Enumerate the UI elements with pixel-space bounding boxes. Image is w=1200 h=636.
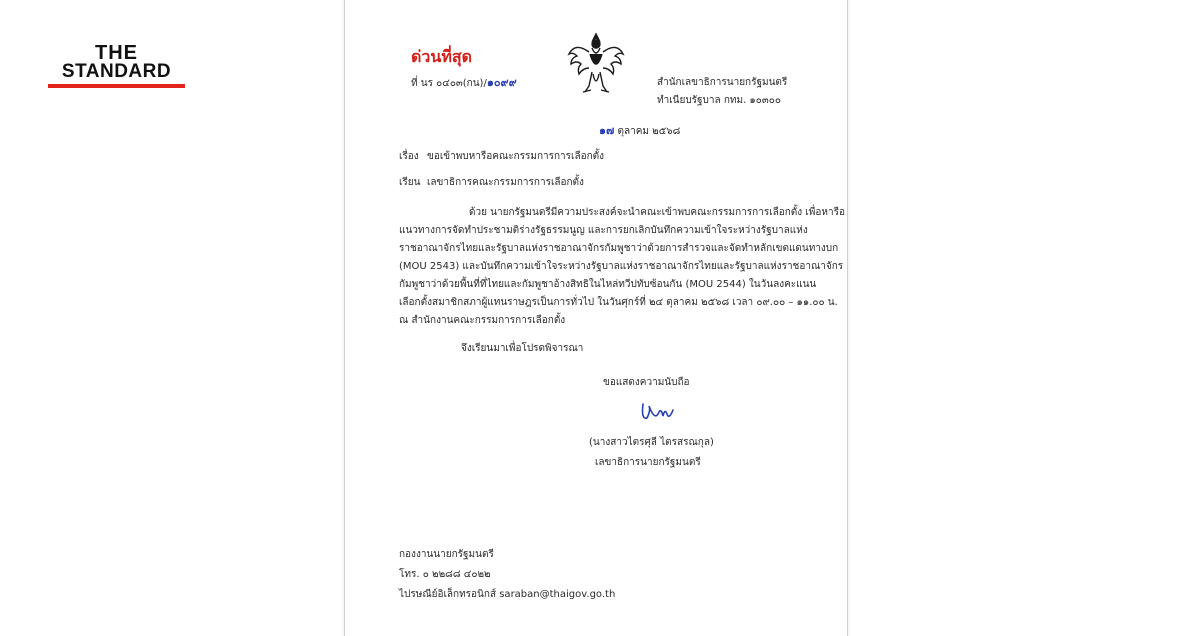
logo-line-2: STANDARD [61, 61, 172, 82]
body-line-2: แนวทางการจัดทำประชามติร่างรัฐธรรมนูญ และการยกเลิกบันทึกความเข้าใจระหว่างรัฐบาลแห่ง [399, 225, 808, 236]
body-line-3: ราชอาณาจักรไทยและรัฐบาลแห่งราชอาณาจักรกัมพูชาว่าด้วยการสำรวจและจัดทำหลักเขตแดนทางบก [399, 243, 839, 254]
letter-document [344, 0, 848, 636]
reference-prefix: ที่ นร ๐๔๐๓(กน)/ [411, 78, 487, 89]
the-standard-logo [48, 44, 185, 88]
handwritten-signature [637, 398, 677, 428]
letter-date [599, 124, 680, 139]
logo-red-bar [48, 84, 185, 88]
recipient-label: เรียน [399, 177, 421, 188]
signer-title: เลขาธิการนายกรัฐมนตรี [595, 457, 701, 468]
recipient-text: เลขาธิการคณะกรรมการการเลือกตั้ง [427, 177, 584, 188]
logo-line-1: THE [95, 42, 138, 64]
closing-request: จึงเรียนมาเพื่อโปรดพิจารณา [461, 343, 584, 354]
body-line-7: ณ สำนักงานคณะกรรมการการเลือกตั้ง [399, 315, 566, 326]
body-line-1: ด้วย นายกรัฐมนตรีมีความประสงค์จะนำคณะเข้าพบคณะกรรมการการเลือกตั้ง เพื่อหารือ [469, 207, 845, 218]
footer-email: ไปรษณีย์อิเล็กทรอนิกส์ saraban@thaigov.go.th [399, 589, 616, 600]
footer-department: กองงานนายกรัฐมนตรี [399, 549, 494, 560]
subject-label: เรื่อง [399, 151, 419, 162]
subject-text: ขอเข้าพบหารือคณะกรรมการการเลือกตั้ง [427, 151, 605, 162]
footer-phone: โทร. ๐ ๒๒๘๘ ๔๐๒๒ [399, 569, 491, 580]
office-address: ทำเนียบรัฐบาล กทม. ๑๐๓๐๐ [657, 95, 781, 106]
salutation: ขอแสดงความนับถือ [603, 377, 690, 388]
body-line-4: (MOU 2543) และบันทึกความเข้าใจระหว่างรัฐบาลแห่งราชอาณาจักรไทยและรัฐบาลแห่งราชอาณาจักร [399, 261, 844, 272]
date-day-handwritten: ๑๗ [599, 124, 615, 137]
garuda-emblem-icon [563, 28, 629, 100]
signer-name: (นางสาวไตรศุลี ไตรสรณกุล) [589, 437, 714, 448]
office-name: สำนักเลขาธิการนายกรัฐมนตรี [657, 77, 788, 88]
body-line-5: กัมพูชาว่าด้วยพื้นที่ที่ไทยและกัมพูชาอ้างสิทธิในไหล่ทวีปทับซ้อนกัน (MOU 2544) ในวันลงคะแนน [399, 279, 817, 290]
body-line-6: เลือกตั้งสมาชิกสภาผู้แทนราษฎรเป็นการทั่วไป ในวันศุกร์ที่ ๒๔ ตุลาคม ๒๕๖๘ เวลา ๐๙.๐๐ – ๑๑.๐๐ น. [399, 297, 838, 308]
urgency-stamp: ด่วนที่สุด [411, 47, 473, 66]
date-month-year: ตุลาคม ๒๕๖๘ [617, 126, 681, 137]
reference-number [411, 76, 517, 91]
reference-handwritten-number: ๑๐๙๙ [486, 76, 517, 89]
